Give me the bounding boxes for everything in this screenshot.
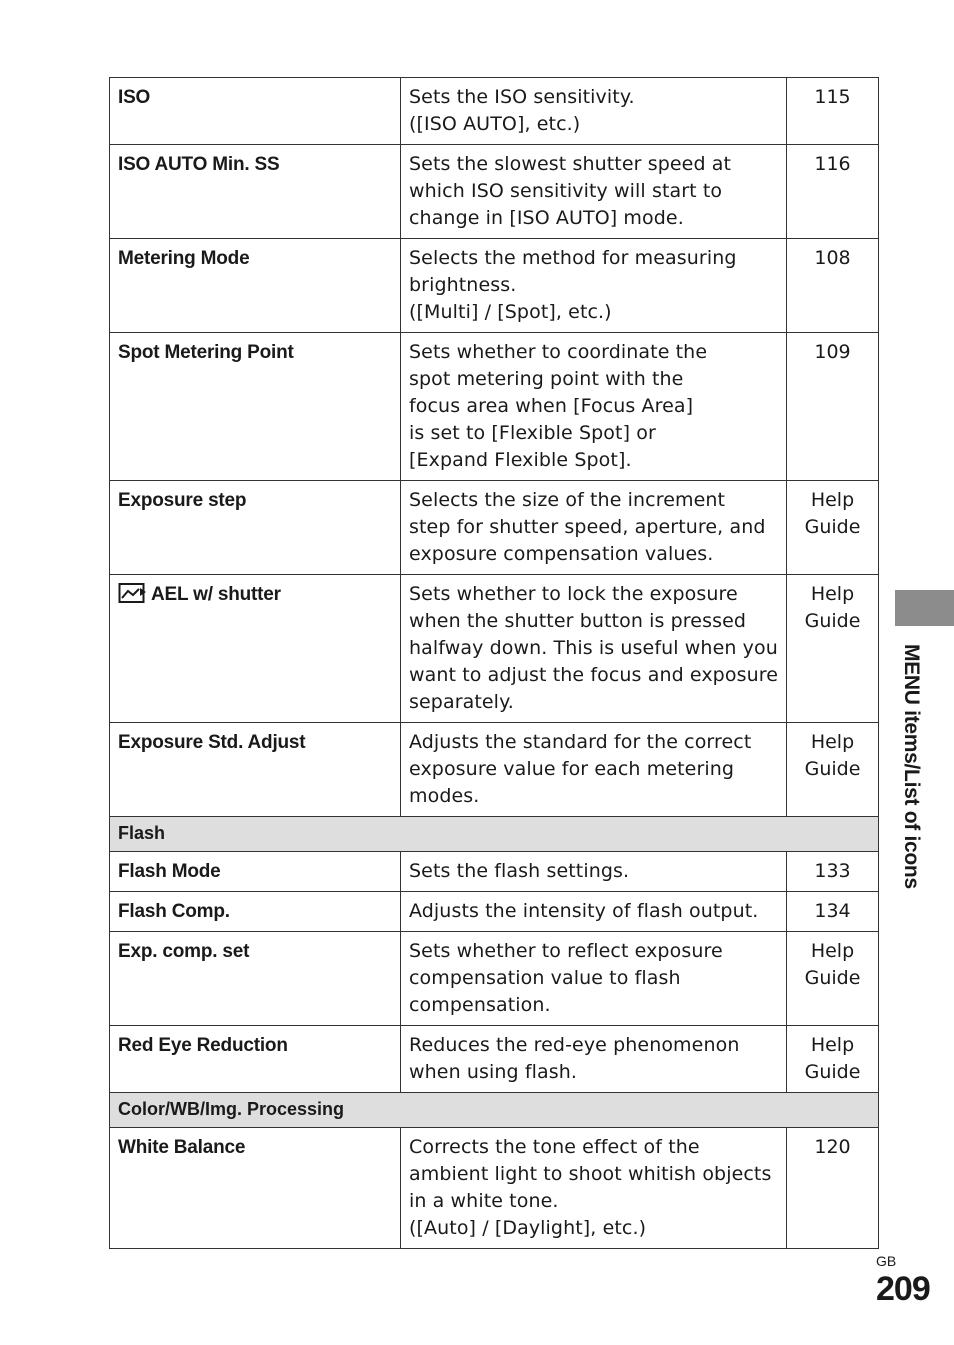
table-row [110,575,879,723]
setting-description: Adjusts the intensity of flash output. [401,892,787,932]
setting-name: Exp. comp. set [110,932,401,1026]
setting-name: Metering Mode [110,239,401,333]
setting-name: AEL w/ shutter [151,584,281,605]
page-reference: 116 [787,145,879,239]
page-reference: Help Guide [787,723,879,817]
page-number: 209 [876,1270,930,1308]
setting-description: Sets whether to reflect exposure compensation value to flash compensation. [401,932,787,1026]
table-row [110,1026,879,1093]
page-reference: 134 [787,892,879,932]
chapter-label: MENU items/List of icons [900,644,923,889]
setting-description: Selects the size of the increment step for shutter speed, aperture, and exposure compensation values. [401,481,787,575]
setting-name: Exposure step [110,481,401,575]
page-reference: 108 [787,239,879,333]
chapter-tab-marker [895,590,954,626]
setting-description: Sets whether to coordinate the spot metering point with the focus area when [Focus Area] is set to [Flexible Spot] or [Expand Flexible Spot]. [401,333,787,481]
setting-name: ISO AUTO Min. SS [110,145,401,239]
setting-description: Corrects the tone effect of the ambient light to shoot whitish objects in a white tone. ([Auto] / [Daylight], etc.) [401,1128,787,1249]
setting-name: Flash Mode [110,852,401,892]
table-row [110,78,879,145]
setting-name: Flash Comp. [110,892,401,932]
exposure-lock-icon [118,582,148,612]
setting-name: White Balance [110,1128,401,1249]
setting-name: ISO [110,78,401,145]
section-header-row [110,1093,879,1128]
table-body [110,78,879,1249]
setting-description: Adjusts the standard for the correct exposure value for each metering modes. [401,723,787,817]
setting-description: Reduces the red-eye phenomenon when using flash. [401,1026,787,1093]
page-reference: 115 [787,78,879,145]
table-row [110,852,879,892]
menu-items-table [109,77,879,1249]
page-reference: Help Guide [787,481,879,575]
setting-description: Sets whether to lock the exposure when the shutter button is pressed halfway down. This is useful when you want to adjust the focus and exposure separately. [401,575,787,723]
table-row [110,723,879,817]
page-reference: 109 [787,333,879,481]
table-row [110,333,879,481]
page-reference: 120 [787,1128,879,1249]
table-row [110,932,879,1026]
setting-description: Selects the method for measuring brightness. ([Multi] / [Spot], etc.) [401,239,787,333]
setting-description: Sets the slowest shutter speed at which ISO sensitivity will start to change in [ISO AUTO] mode. [401,145,787,239]
table-row [110,481,879,575]
setting-name: Spot Metering Point [110,333,401,481]
page-reference: Help Guide [787,575,879,723]
page-reference: Help Guide [787,932,879,1026]
section-header-flash: Flash [110,817,879,852]
setting-name-cell [110,575,401,723]
section-header-row [110,817,879,852]
setting-description: Sets the flash settings. [401,852,787,892]
page-reference: Help Guide [787,1026,879,1093]
setting-description: Sets the ISO sensitivity. ([ISO AUTO], etc.) [401,78,787,145]
table-row [110,239,879,333]
page-reference: 133 [787,852,879,892]
region-label: GB [876,1253,897,1269]
setting-name: Exposure Std. Adjust [110,723,401,817]
table-row [110,145,879,239]
table-row [110,892,879,932]
setting-name: Red Eye Reduction [110,1026,401,1093]
section-header-color-wb: Color/WB/Img. Processing [110,1093,879,1128]
table-row [110,1128,879,1249]
